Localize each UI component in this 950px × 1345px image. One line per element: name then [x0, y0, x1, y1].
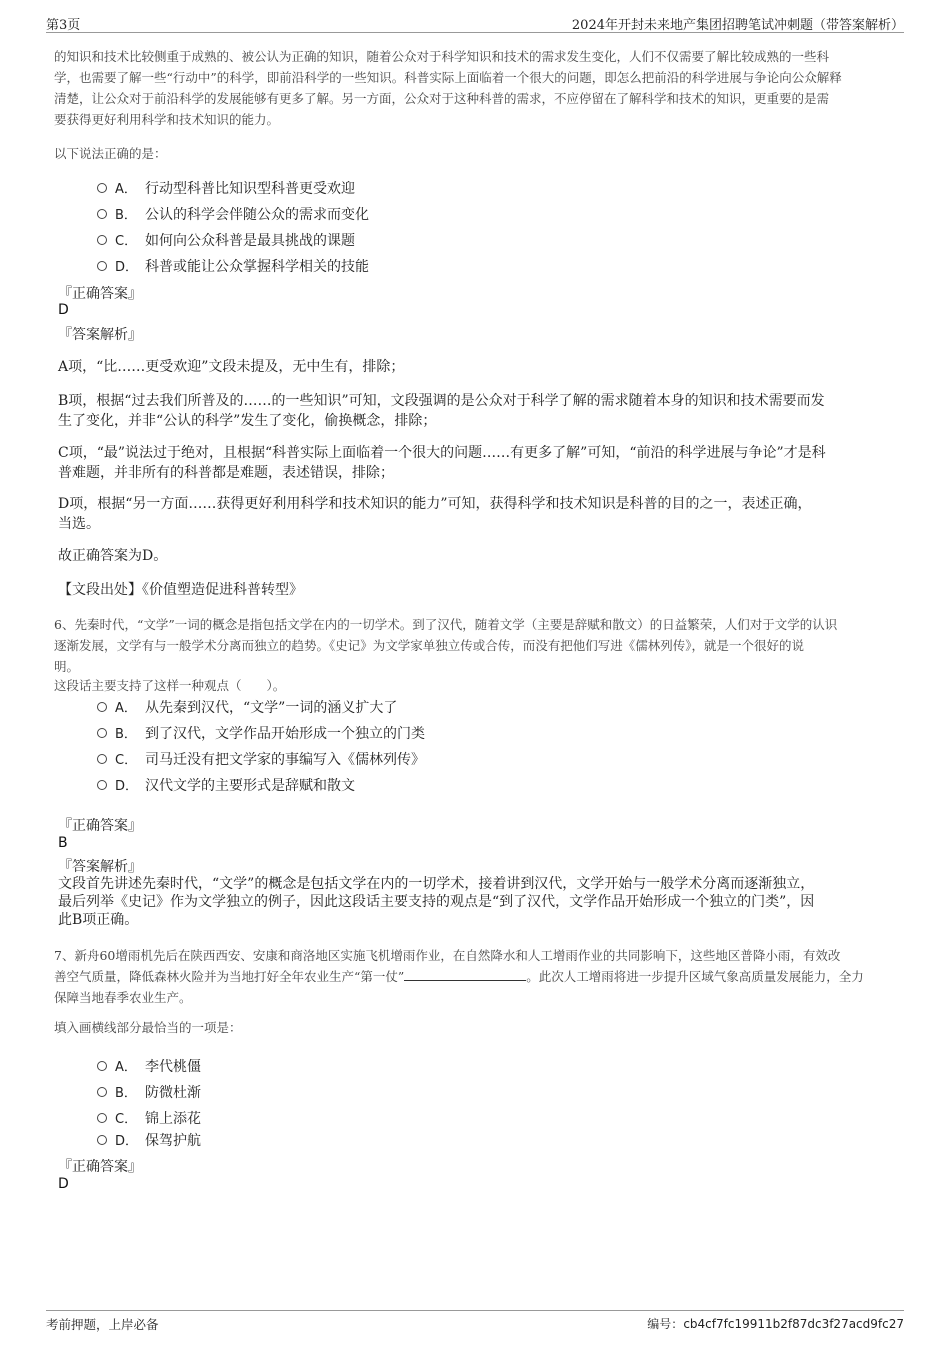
q5-analysis-b: B项，根据“过去我们所普及的……的一些知识”可知，文段强调的是公众对于科学了解的需求随着本身的知识和技术需要而发 生了变化，并非“公认的科学”发生了变化，偷换概念，排除； — [58, 393, 825, 429]
q6-answer-label: 『正确答案』 — [58, 818, 142, 834]
radio-icon[interactable] — [97, 235, 107, 245]
radio-icon[interactable] — [97, 780, 107, 790]
q5-prompt: 以下说法正确的是： — [54, 146, 167, 161]
q6-option-a[interactable]: A． 从先秦到汉代，“文学”一词的涵义扩大了 — [97, 697, 397, 717]
radio-icon[interactable] — [97, 1135, 107, 1145]
radio-icon[interactable] — [97, 754, 107, 764]
q5-passage-line: 的知识和技术比较侧重于成熟的、被公认为正确的知识，随着公众对于科学知识和技术的需求发生变化，人们不仅需要了解比较成熟的一些科 — [54, 49, 830, 64]
q5-option-b[interactable]: B． 公认的科学会伴随公众的需求而变化 — [97, 204, 369, 224]
radio-icon[interactable] — [97, 1087, 107, 1097]
q5-passage — [54, 46, 904, 130]
radio-icon[interactable] — [97, 728, 107, 738]
q7-passage: 7、新舟60增雨机先后在陕西西安、安康和商洛地区实施飞机增雨作业，在自然降水和人工增雨作业的共同影响下，这些地区普降小雨，有效改 善空气质量，降低森林火险并为当地打好全年农业生产“第一仗” 。此次人工增雨将进一步提升区域气象高质量发展能力，全力 保障当地春季农业生产。 — [54, 948, 864, 1005]
q5-analysis-label: 『答案解析』 — [58, 327, 142, 343]
q7-option-b[interactable]: B． 防微杜渐 — [97, 1082, 201, 1102]
q5-option-d[interactable]: D． 科普或能让公众掌握科学相关的技能 — [97, 256, 369, 276]
radio-icon[interactable] — [97, 1061, 107, 1071]
page-number: 第3页 — [46, 18, 81, 33]
q5-passage-line: 要获得更好利用科学和技术知识的能力。 — [54, 112, 280, 127]
q5-option-a[interactable]: A． 行动型科普比知识型科普更受欢迎 — [97, 178, 355, 198]
q5-analysis-d: D项，根据“另一方面……获得更好利用科学和技术知识的能力”可知，获得科学和技术知识是科普的目的之一，表述正确， 当选。 — [58, 496, 812, 532]
page-header — [46, 12, 904, 33]
q6-passage: 6、先秦时代，“文学”一词的概念是指包括文学在内的一切学术。到了汉代，随着文学（主要是辞赋和散文）的日益繁荣，人们对于文学的认识 逐渐发展，文学有与一般学术分离而独立的趋势。《史记》为文学家单独立传或合传，而没有把他们写进《儒林列传》，就是一个很好的说 明。 — [54, 617, 838, 674]
q5-passage-line: 学，也需要了解一些“行动中”的科学，即前沿科学的一些知识。科普实际上面临着一个很大的问题，即怎么把前沿的科学进展与争论向公众解释 — [54, 70, 842, 85]
q5-source: 【文段出处】《价值塑造促进科普转型》 — [58, 582, 303, 598]
q7-option-a[interactable]: A． 李代桃僵 — [97, 1056, 201, 1076]
q7-answer: D — [58, 1176, 69, 1192]
q5-analysis-a: A项，“比……更受欢迎”文段未提及，无中生有，排除； — [58, 359, 405, 375]
q6-answer: B — [58, 835, 68, 851]
q6-prompt: 这段话主要支持了这样一种观点（ ）。 — [54, 678, 286, 693]
radio-icon[interactable] — [97, 1113, 107, 1123]
q6-analysis: 文段首先讲述先秦时代，“文学”的概念是包括文学在内的一切学术，接着讲到汉代，文学开始与一般学术分离而逐渐独立， 最后列举《史记》作为文学独立的例子，因此这段话主要支持的观点是“到了汉代，文学作品开始形成一个独立的门类”，因 此B项正确。 — [58, 876, 815, 928]
page-footer — [46, 1310, 904, 1337]
q7-option-c[interactable]: C． 锦上添花 — [97, 1108, 201, 1128]
radio-icon[interactable] — [97, 183, 107, 193]
document-title: 2024年开封未来地产集团招聘笔试冲刺题（带答案解析） — [571, 18, 904, 33]
q6-option-c[interactable]: C． 司马迁没有把文学家的事编写入《儒林列传》 — [97, 749, 425, 769]
q5-answer: D — [58, 302, 69, 318]
q7-option-d[interactable]: D． 保驾护航 — [97, 1130, 201, 1150]
q5-analysis-c: C项，“最”说法过于绝对，且根据“科普实际上面临着一个很大的问题……有更多了解”可知，“前沿的科学进展与争论”才是科 普难题，并非所有的科普都是难题，表述错误，排除； — [58, 445, 826, 481]
q5-option-c[interactable]: C． 如何向公众科普是最具挑战的课题 — [97, 230, 355, 250]
q5-conclusion: 故正确答案为D。 — [58, 548, 168, 564]
document-code: 编号：cb4cf7fc19911b2f87dc3f27acd9fc27 — [647, 1317, 904, 1331]
footer-slogan: 考前押题，上岸必备 — [46, 1317, 159, 1332]
q5-answer-label: 『正确答案』 — [58, 286, 142, 302]
q7-answer-label: 『正确答案』 — [58, 1159, 142, 1175]
q6-analysis-label: 『答案解析』 — [58, 859, 142, 875]
q6-option-d[interactable]: D． 汉代文学的主要形式是辞赋和散文 — [97, 775, 355, 795]
radio-icon[interactable] — [97, 702, 107, 712]
q6-option-b[interactable]: B． 到了汉代，文学作品开始形成一个独立的门类 — [97, 723, 425, 743]
q7-prompt: 填入画横线部分最恰当的一项是： — [54, 1020, 242, 1035]
radio-icon[interactable] — [97, 261, 107, 271]
q5-passage-line: 清楚，让公众对于前沿科学的发展能够有更多了解。另一方面，公众对于这种科普的需求，不应停留在了解科学和技术的知识，更重要的是需 — [54, 91, 830, 106]
radio-icon[interactable] — [97, 209, 107, 219]
fill-blank — [404, 968, 526, 981]
